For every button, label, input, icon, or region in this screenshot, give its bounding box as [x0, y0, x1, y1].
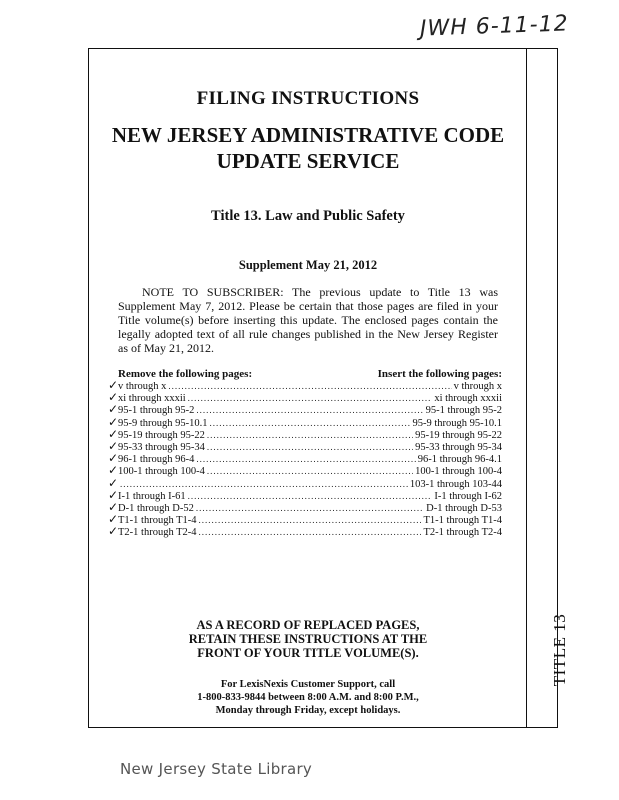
table-row [108, 414, 502, 429]
table-header [118, 368, 502, 380]
table-rows [108, 378, 502, 539]
record-line-1: AS A RECORD OF REPLACED PAGES, [196, 618, 420, 632]
insert-pages: D-1 through D-53 [426, 502, 502, 514]
leader-dots [188, 392, 433, 404]
insert-pages: 103-1 through 103-44 [409, 478, 502, 490]
checkmark-icon: ✓ [108, 438, 119, 453]
remove-pages: I-1 through I-61 [118, 490, 186, 502]
insert-pages: T2-1 through T2-4 [423, 527, 502, 539]
insert-pages: 95-33 through 95-34 [415, 441, 502, 453]
checkmark-icon: ✓ [108, 390, 119, 405]
insert-pages: 100-1 through 100-4 [415, 466, 502, 478]
subscriber-note: NOTE TO SUBSCRIBER: The previous update to Title 13 was Supplement May 7, 2012. Please be certain that those pages are filed in your Title volume(s) before inserting this update. The enclosed pages contain the legally adopted text of all rule changes published in the New Jersey Register as of May 21, 2012. [118, 285, 498, 355]
remove-pages: 95-1 through 95-2 [118, 405, 195, 417]
insert-pages: 95-9 through 95-10.1 [412, 417, 502, 429]
tab-divider [526, 48, 527, 728]
support-line-2: 1-800-833-9844 between 8:00 A.M. and 8:00 P.M., [197, 692, 419, 703]
remove-pages: T2-1 through T2-4 [118, 527, 197, 539]
remove-pages: 95-9 through 95-10.1 [118, 417, 208, 429]
leader-dots [196, 453, 415, 465]
subtitle [96, 122, 520, 174]
leader-dots [210, 417, 411, 429]
page-title: FILING INSTRUCTIONS [196, 88, 420, 109]
record-line-2: RETAIN THESE INSTRUCTIONS AT THE [188, 632, 428, 646]
checkmark-icon: ✓ [108, 524, 119, 539]
remove-pages: xi through xxxii [118, 393, 186, 405]
record-line-3: FRONT OF YOUR TITLE VOLUME(S). [197, 646, 419, 660]
support-line-1: For LexisNexis Customer Support, call [220, 679, 396, 690]
checkmark-icon: ✓ [108, 426, 119, 441]
remove-pages: 95-33 through 95-34 [118, 441, 205, 453]
checkmark-icon: ✓ [108, 463, 119, 478]
leader-dots [199, 514, 422, 526]
table-row [108, 499, 502, 514]
remove-header: Remove the following pages: [118, 368, 253, 380]
table-row [108, 378, 502, 392]
checkmark-icon: ✓ [108, 414, 119, 429]
insert-pages: I-1 through I-62 [434, 490, 502, 502]
leader-dots [168, 380, 451, 392]
leader-dots [207, 465, 413, 477]
table-row [108, 438, 502, 453]
title-tab-label: TITLE 13 [550, 613, 569, 687]
insert-pages: v through x [453, 381, 502, 392]
checkmark-icon: ✓ [108, 512, 119, 527]
leader-dots [199, 526, 422, 538]
remove-pages: D-1 through D-52 [118, 502, 194, 514]
table-row [108, 475, 502, 490]
table-row [108, 487, 502, 502]
handwritten-note: JWH 6-11-12 [419, 11, 570, 42]
leader-dots [196, 404, 423, 416]
table-row [108, 451, 502, 466]
table-row [108, 390, 502, 405]
insert-pages: xi through xxxii [434, 393, 502, 405]
support-line-3: Monday through Friday, except holidays. [215, 705, 401, 716]
page-replacement-table [108, 368, 502, 539]
customer-support [96, 678, 520, 717]
checkmark-icon: ✓ [108, 499, 119, 514]
checkmark-icon: ✓ [108, 451, 119, 466]
insert-pages: T1-1 through T1-4 [423, 515, 502, 527]
table-row [108, 463, 502, 478]
leader-dots [207, 441, 413, 453]
supplement-date: Supplement May 21, 2012 [238, 258, 378, 272]
subtitle-line-2: UPDATE SERVICE [216, 149, 400, 173]
insert-header: Insert the following pages: [377, 368, 502, 380]
library-stamp: New Jersey State Library [120, 760, 313, 778]
leader-dots [120, 478, 408, 490]
checkmark-icon: ✓ [108, 475, 119, 490]
record-instructions [96, 618, 520, 660]
table-row [108, 426, 502, 441]
subtitle-line-1: NEW JERSEY ADMINISTRATIVE CODE [111, 123, 505, 147]
table-row [108, 512, 502, 527]
title-number: Title 13. Law and Public Safety [211, 208, 405, 224]
remove-pages: 95-19 through 95-22 [118, 429, 205, 441]
insert-pages: 95-19 through 95-22 [415, 429, 502, 441]
table-row [108, 524, 502, 539]
checkmark-icon: ✓ [108, 378, 119, 392]
leader-dots [207, 429, 413, 441]
leader-dots [196, 502, 424, 514]
checkmark-icon: ✓ [108, 487, 119, 502]
table-row [108, 402, 502, 417]
remove-pages: 96-1 through 96-4 [118, 454, 195, 466]
checkmark-icon: ✓ [108, 402, 119, 417]
remove-pages: 100-1 through 100-4 [118, 466, 205, 478]
insert-pages: 96-1 through 96-4.1 [417, 454, 502, 466]
insert-pages: 95-1 through 95-2 [425, 405, 502, 417]
remove-pages: T1-1 through T1-4 [118, 515, 197, 527]
remove-pages: v through x [118, 381, 167, 392]
leader-dots [188, 490, 433, 502]
